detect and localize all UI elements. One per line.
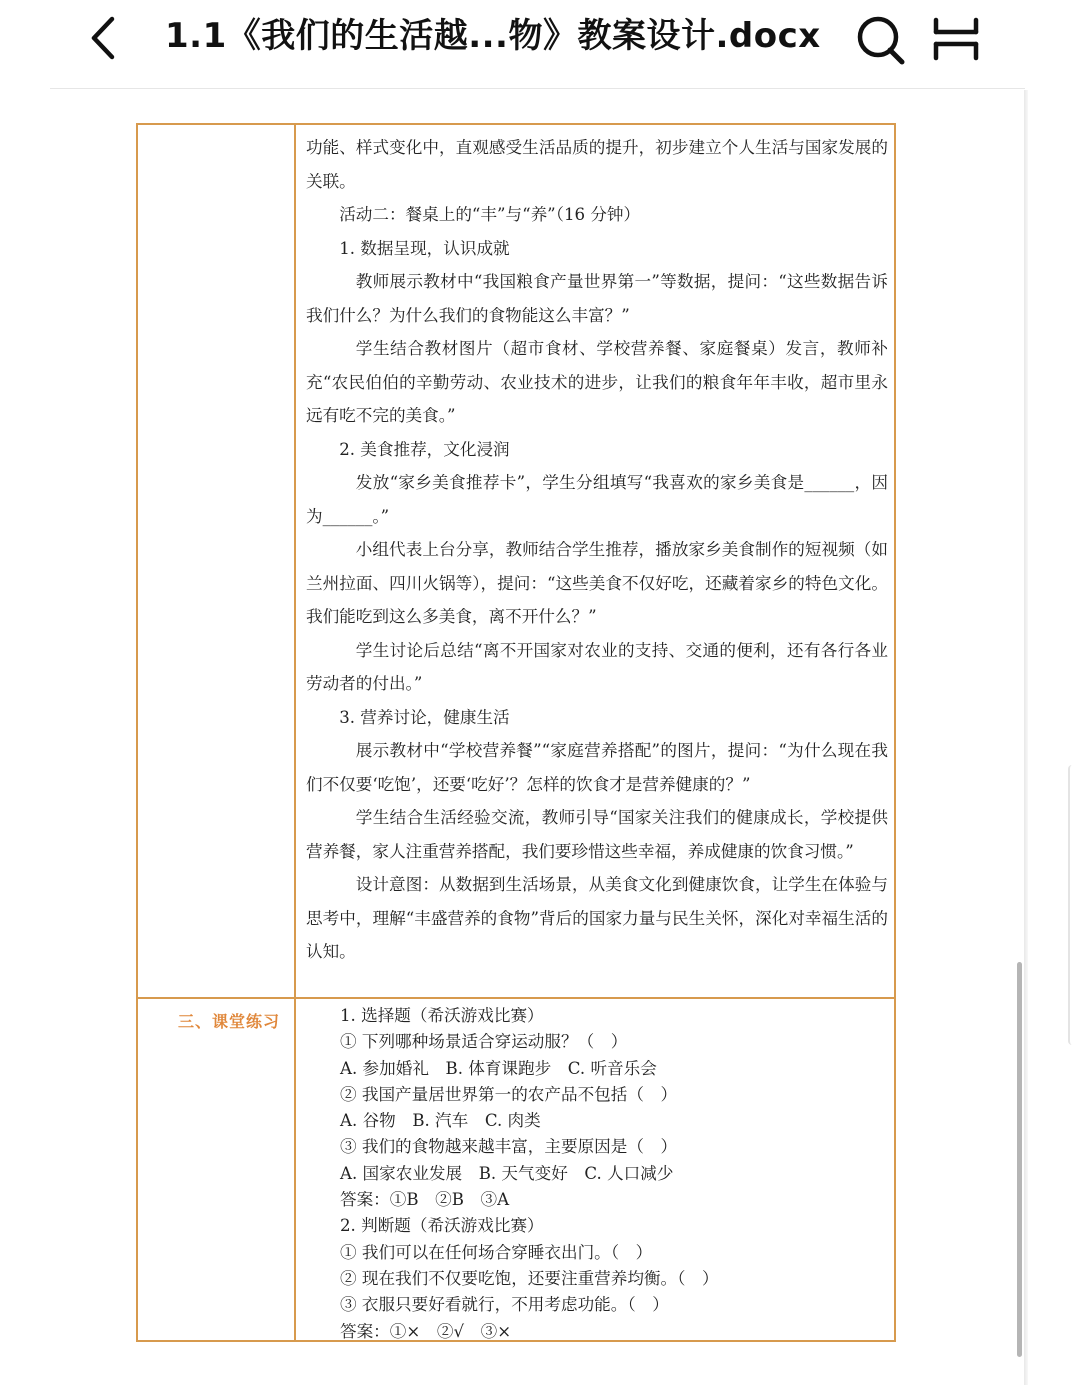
paragraph: 功能、样式变化中，直观感受生活品质的提升，初步建立个人生活与国家发展的关联。 <box>306 138 888 191</box>
header-divider <box>50 88 1025 89</box>
menu-button[interactable] <box>930 12 982 66</box>
table-row <box>138 999 894 1340</box>
table-row <box>138 125 894 999</box>
paragraph: 1. 数据呈现，认识成就 <box>339 238 510 258</box>
exercise-line: 2. 判断题（希沃游戏比赛） <box>340 1216 544 1236</box>
scrollbar[interactable] <box>1017 962 1022 1357</box>
exercise-line: A. 谷物 B. 汽车 C. 肉类 <box>340 1111 541 1131</box>
paragraph: 学生结合教材图片（超市食材、学校营养餐、家庭餐桌）发言，教师补充“农民伯伯的辛勤劳动、农业技术的进步，让我们的粮食年年丰收，超市里永远有吃不完的美食。” <box>306 339 888 425</box>
exercise-line: ② 现在我们不仅要吃饱，还要注重营养均衡。（ ） <box>340 1268 719 1288</box>
search-button[interactable] <box>852 12 908 66</box>
section-label: 三、课堂练习 <box>178 1012 281 1031</box>
exercise-line: ③ 衣服只要好看就行，不用考虑功能。（ ） <box>340 1295 669 1315</box>
exercise-line: A. 国家农业发展 B. 天气变好 C. 人口减少 <box>340 1163 674 1183</box>
exercise-line: ① 下列哪种场景适合穿运动服？（ ） <box>340 1032 628 1052</box>
paragraph: 活动二：餐桌上的“丰”与“养”（16 分钟） <box>339 205 641 224</box>
exercise-line: ② 我国产量居世界第一的农产品不包括（ ） <box>340 1084 678 1104</box>
table-cell-content <box>298 999 894 1340</box>
document-title: 1.1《我们的生活越...物》教案设计.docx <box>165 16 821 56</box>
lesson-plan-table <box>136 123 896 1342</box>
side-handle[interactable] <box>1068 765 1078 1045</box>
exercise-line: 1. 选择题（希沃游戏比赛） <box>340 1006 544 1025</box>
top-bar <box>0 0 1079 90</box>
page-edge-shadow <box>1024 90 1028 1385</box>
activity-text <box>306 131 888 969</box>
exercise-text <box>340 1003 888 1345</box>
paragraph: 2. 美食推荐，文化浸润 <box>339 439 510 459</box>
exercise-line: 答案：①× ②√ ③× <box>340 1321 512 1341</box>
paragraph: 发放“家乡美食推荐卡”，学生分组填写“我喜欢的家乡美食是______，因为______。” <box>306 473 888 526</box>
chevron-left-icon <box>88 15 118 61</box>
paragraph: 展示教材中“学校营养餐”“家庭营养搭配”的图片，提问：“为什么现在我们不仅要‘吃饱’，还要‘吃好’？怎样的饮食才是营养健康的？” <box>306 741 888 794</box>
exercise-line: ① 我们可以在任何场合穿睡衣出门。（ ） <box>340 1242 653 1262</box>
search-icon <box>852 12 908 66</box>
exercise-line: A. 参加婚礼 B. 体育课跑步 C. 听音乐会 <box>340 1058 657 1078</box>
table-cell-content <box>298 125 894 997</box>
paragraph: 教师展示教材中“我国粮食产量世界第一”等数据，提问：“这些数据告诉我们什么？为什么我们的食物能这么丰富？” <box>306 272 888 325</box>
paragraph: 学生讨论后总结“离不开国家对农业的支持、交通的便利，还有各行各业劳动者的付出。” <box>306 640 888 693</box>
table-cell-label <box>138 999 296 1340</box>
exercise-line: ③ 我们的食物越来越丰富，主要原因是（ ） <box>340 1137 678 1157</box>
table-cell-label <box>138 125 296 997</box>
exercise-line: 答案：①B ②B ③A <box>340 1190 510 1210</box>
paragraph: 3. 营养讨论，健康生活 <box>339 707 510 727</box>
back-button[interactable] <box>78 12 128 64</box>
paragraph: 设计意图：从数据到生活场景，从美食文化到健康饮食，让学生在体验与思考中，理解“丰盛营养的食物”背后的国家力量与民生关怀，深化对幸福生活的认知。 <box>306 875 888 961</box>
menu-icon <box>930 12 982 66</box>
paragraph: 小组代表上台分享，教师结合学生推荐，播放家乡美食制作的短视频（如兰州拉面、四川火锅等），提问：“这些美食不仅好吃，还藏着家乡的特色文化。我们能吃到这么多美食，离不开什么？” <box>306 540 888 626</box>
paragraph: 学生结合生活经验交流，教师引导“国家关注我们的健康成长，学校提供营养餐，家人注重营养搭配，我们要珍惜这些幸福，养成健康的饮食习惯。” <box>306 808 888 861</box>
